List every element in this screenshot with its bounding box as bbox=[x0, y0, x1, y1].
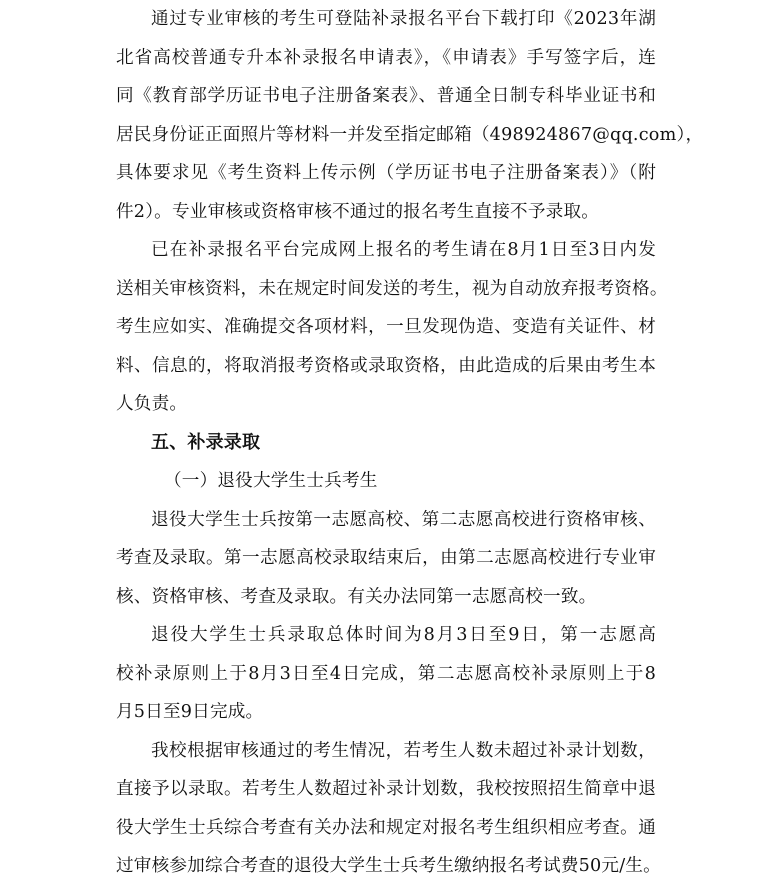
text-line: 核、资格审核、考查及录取。有关办法同第一志愿高校一致。 bbox=[116, 586, 597, 607]
text-line: 料、信息的，将取消报考资格或录取资格，由此造成的后果由考生本 bbox=[116, 355, 656, 376]
text-line: 送相关审核资料，未在规定时间发送的考生，视为自动放弃报考资格。 bbox=[116, 278, 668, 299]
text-line: 校补录原则上于8月3日至4日完成，第二志愿高校补录原则上于8 bbox=[116, 663, 656, 684]
text-line: 直接予以录取。若考生人数超过补录计划数，我校按照招生简章中退 bbox=[116, 779, 656, 799]
text-line: 北省高校普通专升本补录报名申请表》，《申请表》手写签字后，连 bbox=[116, 47, 656, 68]
section-heading: 五、补录录取 bbox=[151, 431, 261, 453]
text-line: 人负责。 bbox=[116, 394, 188, 414]
text-line: 件2）。专业审核或资格审核不通过的报名考生直接不予录取。 bbox=[116, 201, 600, 222]
text-line: 居民身份证正面照片等材料一并发至指定邮箱（498924867@qq.com）， bbox=[116, 124, 704, 145]
text-line: 具体要求见《考生资料上传示例（学历证书电子注册备案表）》（附 bbox=[116, 163, 656, 183]
text-line: 役大学生士兵综合考查有关办法和规定对报名考生组织相应考查。通 bbox=[116, 817, 656, 838]
text-line: 通过专业审核的考生可登陆补录报名平台下载打印《2023年湖 bbox=[151, 9, 656, 29]
text-line: 退役大学生士兵录取总体时间为8月3日至9日，第一志愿高 bbox=[151, 625, 656, 645]
text-line: 已在补录报名平台完成网上报名的考生请在8月1日至3日内发 bbox=[151, 240, 656, 260]
subsection-heading: （一）退役大学生士兵考生 bbox=[164, 471, 378, 491]
document-page bbox=[116, 0, 704, 886]
text-line: 考生应如实、准确提交各项材料，一旦发现伪造、变造有关证件、材 bbox=[116, 317, 656, 337]
text-line: 退役大学生士兵按第一志愿高校、第二志愿高校进行资格审核、 bbox=[151, 509, 656, 530]
text-line: 我校根据审核通过的考生情况，若考生人数未超过补录计划数， bbox=[151, 740, 656, 761]
text-line: 同《教育部学历证书电子注册备案表》、普通全日制专科毕业证书和 bbox=[116, 86, 656, 106]
text-line: 过审核参加综合考查的退役大学生士兵考生缴纳报名考试费50元/生。 bbox=[116, 856, 661, 876]
text-line: 考查及录取。第一志愿高校录取结束后，由第二志愿高校进行专业审 bbox=[116, 548, 656, 568]
text-line: 月5日至9日完成。 bbox=[116, 702, 264, 722]
